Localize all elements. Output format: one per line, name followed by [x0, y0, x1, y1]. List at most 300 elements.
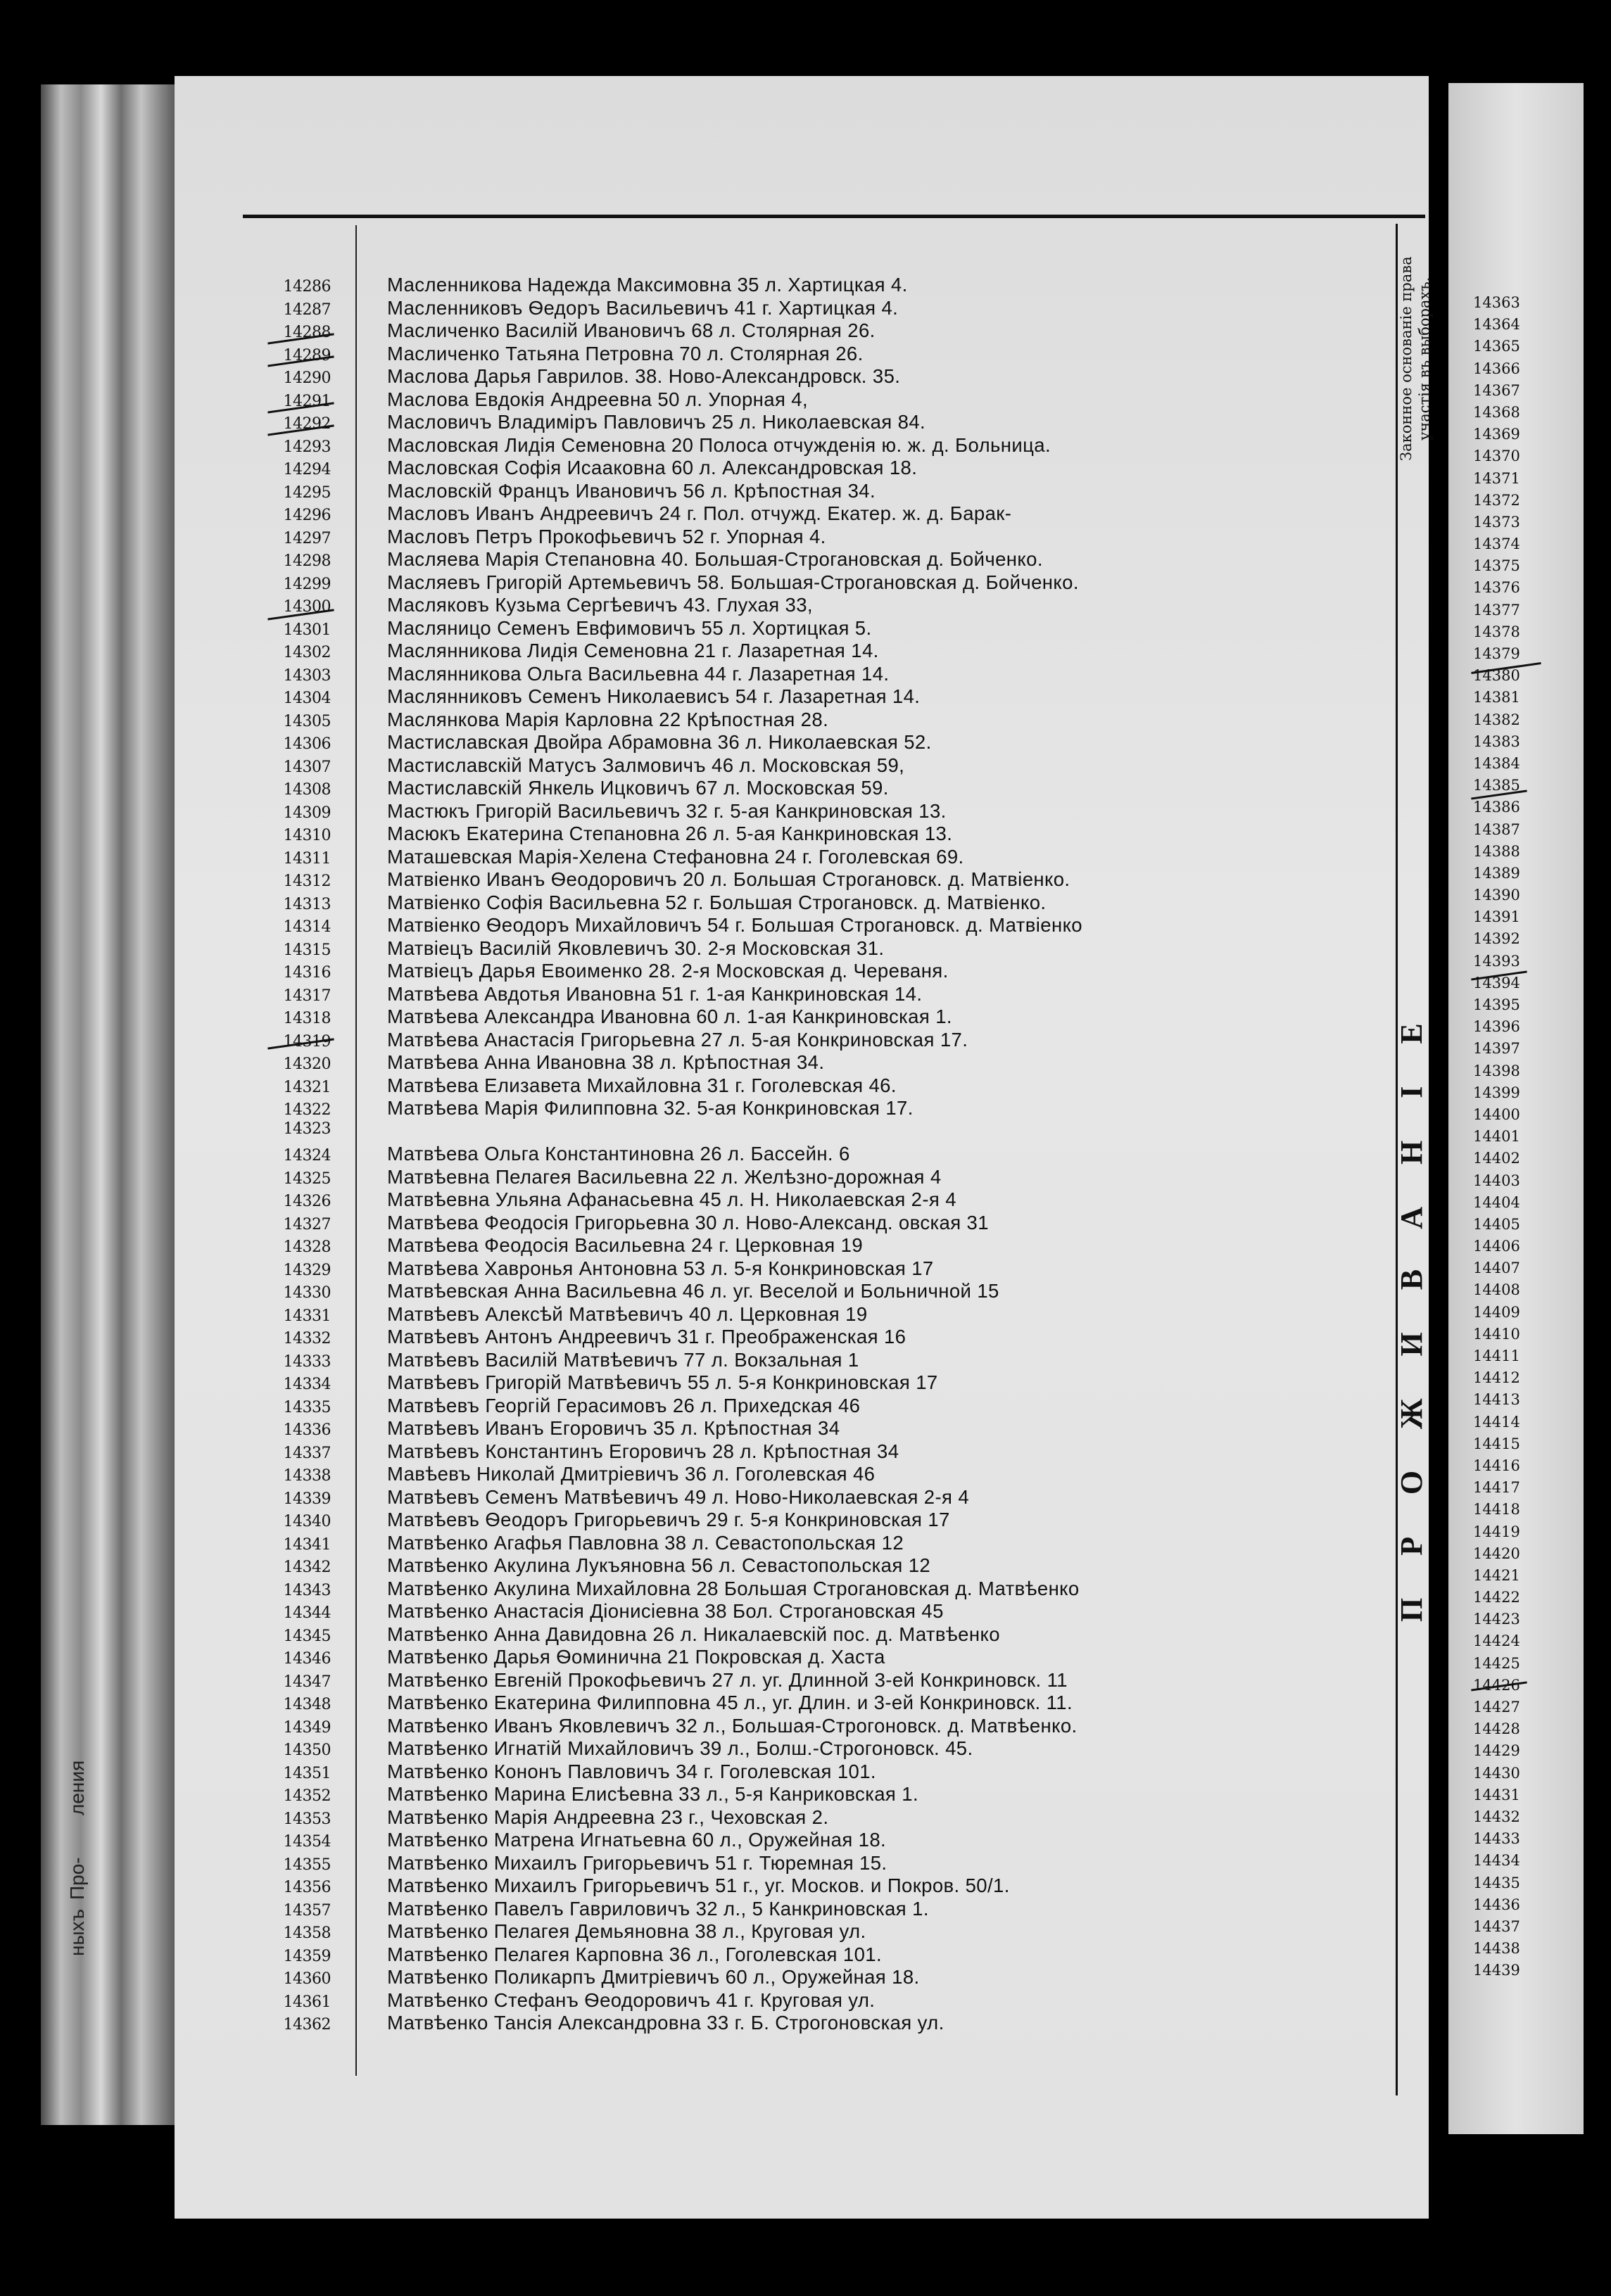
entry-text: Масляева Марія Степановна 40. Большая-Строгановская д. Бойченко. — [387, 548, 1043, 570]
next-page-entry-number: 14420 — [1473, 1545, 1520, 1562]
list-item — [243, 457, 1082, 480]
entry-text: Матвѣенко Иванъ Яковлевичъ 32 л., Большая-Строгоновск. д. Матвѣенко. — [387, 1714, 1078, 1737]
list-item — [243, 1395, 1082, 1418]
left-page-edge — [41, 84, 175, 2125]
list-item — [243, 1920, 1082, 1943]
entry-text: Мастиславскій Янкель Ицковичъ 67 л. Московская 59. — [387, 777, 889, 799]
entry-text: Матвѣева Феодосія Васильевна 24 г. Церковная 19 — [387, 1234, 864, 1256]
list-item — [243, 617, 1082, 640]
entry-number: 14286 — [283, 278, 331, 296]
next-page-entry-number: 14391 — [1473, 908, 1520, 926]
next-page-entry-number: 14373 — [1473, 513, 1520, 531]
header-rule — [243, 215, 1425, 218]
next-page-entry-number: 14363 — [1473, 294, 1520, 311]
next-page-entry-number: 14382 — [1473, 711, 1520, 728]
list-item — [243, 1417, 1082, 1440]
entry-text: Матвѣенко Евгеній Прокофьевичъ 27 л. уг. Длинной 3-ей Конкриновск. 11 — [387, 1668, 1068, 1691]
entry-text: Матвѣевская Анна Васильевна 46 л. уг. Веселой и Больничной 15 — [387, 1280, 999, 1302]
list-item — [243, 709, 1082, 732]
next-page-entry-number: 14430 — [1473, 1764, 1520, 1782]
section-title: ПРОЖИВАНІЕ — [1394, 981, 1429, 1623]
entry-number: 14336 — [283, 1421, 331, 1439]
entry-text: Маслянниковъ Семенъ Николаевисъ 54 г. Лазаретная 14. — [387, 685, 921, 707]
next-page-entry-number: 14406 — [1473, 1238, 1520, 1255]
list-item — [243, 502, 1082, 526]
entry-number: 14344 — [283, 1604, 331, 1622]
list-item — [243, 548, 1082, 571]
list-item — [243, 1051, 1082, 1074]
entry-number: 14305 — [283, 712, 331, 730]
entry-number: 14345 — [283, 1627, 331, 1645]
next-page-entry-number: 14369 — [1473, 426, 1520, 443]
entry-text: Матвѣева Анастасія Григорьевна 27 л. 5-ая Конкриновская 17. — [387, 1028, 968, 1051]
entry-number: 14295 — [283, 483, 331, 502]
list-item — [243, 846, 1082, 869]
entry-number: 14343 — [283, 1581, 331, 1599]
list-item — [243, 1097, 1082, 1120]
entry-text: Матвѣевъ Григорій Матвѣевичъ 55 л. 5-я Конкриновская 17 — [387, 1371, 938, 1393]
entry-text: Матвѣенко Павелъ Гавриловичъ 32 л., 5 Канкриновская 1. — [387, 1897, 929, 1920]
list-item — [243, 1257, 1082, 1281]
gutter-text-b: ления — [66, 1760, 88, 1815]
next-page-entry-number: 14381 — [1473, 689, 1520, 706]
entry-number: 14320 — [283, 1055, 331, 1073]
list-item — [243, 777, 1082, 800]
next-page-entry-number: 14404 — [1473, 1193, 1520, 1211]
next-page-entry-number: 14418 — [1473, 1501, 1520, 1518]
next-page-entry-number: 14374 — [1473, 535, 1520, 553]
entry-number: 14299 — [283, 575, 331, 593]
next-page-entry-number: 14368 — [1473, 403, 1520, 421]
entry-text: Масличенко Татьяна Петровна 70 л. Столярная 26. — [387, 342, 864, 364]
list-item — [243, 526, 1082, 549]
next-page-entry-number: 14408 — [1473, 1281, 1520, 1299]
entry-text: Матвѣевна Ульяна Афанасьевна 45 л. Н. Николаевская 2-я 4 — [387, 1188, 956, 1210]
next-page-entry-number: 14395 — [1473, 996, 1520, 1013]
entry-text: Матвѣенко Акулина Михайловна 28 Большая Строгановская д. Матвѣенко — [387, 1577, 1080, 1599]
list-item — [243, 1829, 1082, 1852]
entry-text: Масловъ Иванъ Андреевичъ 24 г. Пол. отчужд. Екатер. ж. д. Барак- — [387, 502, 1012, 524]
next-page-entry-number: 14415 — [1473, 1435, 1520, 1452]
next-page-entry-number: 14365 — [1473, 338, 1520, 355]
entry-number: 14347 — [283, 1673, 331, 1691]
next-page-entry-number: 14433 — [1473, 1830, 1520, 1848]
next-page-entry-number: 14398 — [1473, 1062, 1520, 1079]
entry-text: Матвѣенко Михаилъ Григорьевичъ 51 г. Тюремная 15. — [387, 1851, 887, 1874]
next-page-entry-number: 14412 — [1473, 1369, 1520, 1387]
entry-text: Матвѣенко Поликарпъ Дмитріевичъ 60 л., Оружейная 18. — [387, 1966, 920, 1988]
next-page-entry-number: 14377 — [1473, 601, 1520, 619]
list-item — [243, 1898, 1082, 1921]
entry-text: Маслова Евдокія Андреевна 50 л. Упорная 4, — [387, 388, 809, 410]
entry-number: 14308 — [283, 781, 331, 799]
list-item — [243, 1852, 1082, 1875]
list-item — [243, 365, 1082, 388]
entry-text: Масленникова Надежда Максимовна 35 л. Хартицкая 4. — [387, 274, 908, 296]
entry-number: 14298 — [283, 552, 331, 570]
list-item — [243, 868, 1082, 892]
entry-text: Масляевъ Григорій Артемьевичъ 58. Большая-Строгановская д. Бойченко. — [387, 571, 1079, 593]
entry-text: Матвѣенко Стефанъ Ѳеодоровичъ 41 г. Круговая ул. — [387, 1989, 876, 2011]
entry-text: Матвіенко Ѳеодоръ Михайловичъ 54 г. Большая Строгановск. д. Матвіенко — [387, 914, 1083, 936]
entry-number: 14362 — [283, 2016, 331, 2034]
next-page-entry-number: 14426 — [1473, 1676, 1520, 1694]
entry-number: 14359 — [283, 1947, 331, 1965]
entry-text: Мастиславская Двойра Абрамовна 36 л. Николаевская 52. — [387, 731, 932, 753]
entry-text: Матвѣенко Марина Елисѣевна 33 л., 5-я Канриковская 1. — [387, 1783, 918, 1805]
next-page-entry-number: 14414 — [1473, 1413, 1520, 1431]
entry-text: Маслянкова Марія Карловна 22 Крѣпостная 28. — [387, 708, 829, 730]
entry-text: Матвѣева Хавронья Антоновна 53 л. 5-я Конкриновская 17 — [387, 1257, 934, 1279]
list-item — [243, 731, 1082, 754]
next-page-entry-number: 14366 — [1473, 360, 1520, 377]
next-page-entry-number: 14405 — [1473, 1215, 1520, 1233]
next-page-entry-number: 14386 — [1473, 799, 1520, 816]
list-item — [243, 1143, 1082, 1166]
entry-number: 14316 — [283, 964, 331, 982]
list-item — [243, 1029, 1082, 1052]
list-item — [243, 823, 1082, 846]
entry-number: 14361 — [283, 1993, 331, 2011]
list-item — [243, 1943, 1082, 1967]
list-item — [243, 937, 1082, 960]
entry-text: Матвѣева Марія Филипповна 32. 5-ая Конкриновская 17. — [387, 1097, 914, 1119]
entry-number: 14328 — [283, 1238, 331, 1256]
list-item — [243, 388, 1082, 412]
list-item — [243, 1692, 1082, 1715]
next-page-entry-number: 14367 — [1473, 381, 1520, 399]
next-page-entry-number: 14371 — [1473, 469, 1520, 487]
list-item — [243, 1212, 1082, 1235]
entry-number: 14342 — [283, 1559, 331, 1576]
entry-number: 14307 — [283, 758, 331, 776]
entry-number: 14290 — [283, 369, 331, 387]
list-item — [243, 297, 1082, 320]
next-page-entry-number: 14403 — [1473, 1172, 1520, 1189]
entry-number: 14289 — [283, 346, 331, 364]
next-page-entry-number: 14435 — [1473, 1874, 1520, 1891]
entry-number: 14338 — [283, 1467, 331, 1485]
entry-number: 14326 — [283, 1193, 331, 1210]
list-item — [243, 2012, 1082, 2035]
entry-text: Матвѣенко Игнатій Михайловичъ 39 л., Болш.-Строгоновск. 45. — [387, 1737, 973, 1759]
list-item — [243, 754, 1082, 778]
next-page-entry-number: 14421 — [1473, 1566, 1520, 1584]
next-page-entry-number: 14375 — [1473, 557, 1520, 575]
next-page-entry-number: 14436 — [1473, 1896, 1520, 1913]
next-page-entry-number: 14438 — [1473, 1940, 1520, 1958]
list-item — [243, 1349, 1082, 1372]
entry-number: 14350 — [283, 1742, 331, 1759]
entry-text: Масловичъ Владиміръ Павловичъ 25 л. Николаевская 84. — [387, 411, 926, 433]
entry-text: Масленниковъ Ѳедоръ Васильевичъ 41 г. Хартицкая 4. — [387, 296, 899, 319]
next-page-entry-number: 14385 — [1473, 777, 1520, 794]
entry-number: 14352 — [283, 1787, 331, 1805]
list-item — [243, 1875, 1082, 1898]
entry-text: Матвѣенко Пелагея Демьяновна 38 л., Круговая ул. — [387, 1920, 866, 1942]
gutter-text-a: Про- — [66, 1857, 88, 1900]
entry-number: 14354 — [283, 1833, 331, 1851]
next-page-entry-number: 14370 — [1473, 448, 1520, 465]
entry-text: Мавѣевъ Николай Дмитріевичъ 36 л. Гоголевская 46 — [387, 1463, 876, 1485]
list-item — [243, 1234, 1082, 1257]
next-page-entry-number: 14390 — [1473, 887, 1520, 904]
entry-text: Матвѣева Александра Ивановна 60 л. 1-ая Канкриновская 1. — [387, 1006, 952, 1027]
entry-number: 14337 — [283, 1444, 331, 1462]
entry-text: Маташевская Марія-Хелена Стефановна 24 г. Гоголевская 69. — [387, 845, 964, 868]
entry-number: 14349 — [283, 1718, 331, 1737]
entry-text: Матвіецъ Дарья Евоименко 28. 2-я Московская д. Череваня. — [387, 960, 949, 982]
entry-number: 14351 — [283, 1764, 331, 1782]
next-page-entry-number: 14425 — [1473, 1654, 1520, 1672]
list-item — [243, 434, 1082, 457]
entry-number: 14304 — [283, 690, 331, 707]
entry-number: 14312 — [283, 873, 331, 890]
next-page-entry-number: 14380 — [1473, 667, 1520, 685]
entry-number: 14301 — [283, 621, 331, 639]
next-page-entry-number: 14437 — [1473, 1917, 1520, 1935]
entry-number: 14357 — [283, 1901, 331, 1920]
entry-number: 14321 — [283, 1078, 331, 1096]
next-page-entry-number: 14388 — [1473, 842, 1520, 860]
next-page-number-column — [1473, 294, 1520, 1984]
entry-text: Матвіецъ Василій Яковлевичъ 30. 2-я Московская 31. — [387, 937, 885, 959]
next-page-entry-number: 14428 — [1473, 1720, 1520, 1738]
column-header: Законное основаніе права участія въ выборахъ. — [1398, 256, 1433, 462]
entry-number: 14291 — [283, 392, 331, 410]
list-item — [243, 1578, 1082, 1601]
entry-number: 14310 — [283, 827, 331, 844]
next-page-entry-number: 14424 — [1473, 1632, 1520, 1650]
list-item — [243, 1440, 1082, 1464]
entry-text: Матвѣенко Екатерина Филипповна 45 л., уг. Длин. и 3-ей Конкриновск. 11. — [387, 1692, 1073, 1713]
list-item — [243, 685, 1082, 709]
list-item — [243, 411, 1082, 434]
entry-number: 14315 — [283, 941, 331, 959]
next-page-entry-number: 14399 — [1473, 1084, 1520, 1101]
next-page-entry-number: 14372 — [1473, 491, 1520, 509]
entry-text: Мастиславскій Матусъ Залмовичъ 46 л. Московская 59, — [387, 754, 905, 776]
list-item — [243, 1006, 1082, 1029]
entry-text: Масляковъ Кузьма Сергѣевичъ 43. Глухая 33, — [387, 594, 813, 616]
list-item — [243, 1486, 1082, 1509]
entry-number: 14314 — [283, 918, 331, 936]
entry-number: 14358 — [283, 1924, 331, 1942]
list-item — [243, 274, 1082, 297]
entry-text: Матвѣевъ Алексѣй Матвѣевичъ 40 л. Церковная 19 — [387, 1302, 868, 1325]
entry-number: 14294 — [283, 461, 331, 478]
next-page-entry-number: 14432 — [1473, 1808, 1520, 1825]
entry-number: 14348 — [283, 1696, 331, 1713]
entry-text: Матвѣенко Анастасія Діонисіевна 38 Бол. Строгановская 45 — [387, 1600, 944, 1622]
entry-number: 14297 — [283, 529, 331, 547]
entry-text: Матвѣевъ Иванъ Егоровичъ 35 л. Крѣпостная 34 — [387, 1417, 840, 1439]
entry-number: 14319 — [283, 1032, 331, 1051]
entry-number: 14327 — [283, 1215, 331, 1233]
entry-number: 14353 — [283, 1810, 331, 1828]
entry-text: Масляницо Семенъ Евфимовичъ 55 л. Хортицкая 5. — [387, 616, 872, 639]
list-item — [243, 594, 1082, 617]
next-page-entry-number: 14389 — [1473, 864, 1520, 882]
entry-number: 14339 — [283, 1490, 331, 1508]
entry-text: Матвіенко Софія Васильевна 52 г. Большая Строгановск. д. Матвіенко. — [387, 891, 1047, 913]
entry-number: 14332 — [283, 1330, 331, 1347]
entry-number: 14322 — [283, 1101, 331, 1119]
entry-number: 14317 — [283, 987, 331, 1005]
entry-number: 14309 — [283, 804, 331, 822]
next-page-entry-number: 14396 — [1473, 1018, 1520, 1036]
entry-text: Масличенко Василій Ивановичъ 68 л. Столярная 26. — [387, 319, 876, 341]
entry-text: Матвѣева Феодосія Григорьевна 30 л. Ново-Александ. овская 31 — [387, 1211, 989, 1233]
next-page-entry-number: 14393 — [1473, 952, 1520, 970]
next-page-entry-number: 14427 — [1473, 1699, 1520, 1715]
next-page-entry-number: 14409 — [1473, 1303, 1520, 1321]
next-page-entry-number: 14431 — [1473, 1786, 1520, 1803]
list-item — [243, 1463, 1082, 1486]
entry-number: 14341 — [283, 1535, 331, 1554]
list-item — [243, 1554, 1082, 1578]
entry-number: 14360 — [283, 1970, 331, 1988]
entry-text: Матвѣенко Акулина Лукъяновна 56 л. Севастопольская 12 — [387, 1554, 931, 1576]
entry-number: 14302 — [283, 644, 331, 661]
list-item — [243, 1074, 1082, 1098]
list-item — [243, 1600, 1082, 1623]
entry-text: Матвѣенко Марія Андреевна 23 г., Чеховская 2. — [387, 1806, 829, 1828]
next-page-entry-number: 14384 — [1473, 754, 1520, 772]
list-item — [243, 343, 1082, 366]
list-item — [243, 480, 1082, 503]
list-item — [243, 1966, 1082, 1989]
list-item — [243, 1783, 1082, 1806]
entry-number: 14288 — [283, 324, 331, 341]
next-page-entry-number: 14394 — [1473, 974, 1520, 991]
list-item — [243, 1280, 1082, 1303]
entry-number: 14296 — [283, 507, 331, 524]
next-page-entry-number: 14379 — [1473, 645, 1520, 662]
entry-number: 14331 — [283, 1307, 331, 1325]
entry-text: Матвѣенко Дарья Ѳоминична 21 Покровская д. Хаста — [387, 1646, 885, 1668]
list-item — [243, 1761, 1082, 1784]
list-item — [243, 663, 1082, 686]
list-item — [243, 1509, 1082, 1532]
next-page-entry-number: 14383 — [1473, 732, 1520, 750]
entry-text: Матвѣевъ Константинъ Егоровичъ 28 л. Крѣпостная 34 — [387, 1440, 899, 1462]
next-page-entry-number: 14378 — [1473, 623, 1520, 640]
list-item — [243, 1371, 1082, 1395]
list-item — [243, 1715, 1082, 1738]
next-page-entry-number: 14410 — [1473, 1325, 1520, 1343]
next-page-entry-number: 14429 — [1473, 1742, 1520, 1760]
next-page-entry-number: 14402 — [1473, 1150, 1520, 1167]
entry-text: Масловскій Францъ Ивановичъ 56 л. Крѣпостная 34. — [387, 479, 876, 502]
entry-text: Масловъ Петръ Прокофьевичъ 52 г. Упорная 4. — [387, 525, 826, 547]
entry-text: Матвѣевъ Антонъ Андреевичъ 31 г. Преображенская 16 — [387, 1326, 906, 1347]
entry-number: 14303 — [283, 666, 331, 685]
entry-text: Матвѣенко Агафья Павловна 38 л. Севастопольская 12 — [387, 1531, 904, 1554]
next-page-entry-number: 14376 — [1473, 579, 1520, 597]
entry-number: 14330 — [283, 1284, 331, 1302]
next-page-entry-number: 14423 — [1473, 1611, 1520, 1628]
entry-text: Маслянникова Лидія Семеновна 21 г. Лазаретная 14. — [387, 640, 879, 661]
entry-text: Масюкъ Екатерина Степановна 26 л. 5-ая Канкриновская 13. — [387, 823, 953, 844]
entry-text: Матвѣева Авдотья Ивановна 51 г. 1-ая Канкриновская 14. — [387, 982, 923, 1005]
entry-text: Масловская Софія Исааковна 60 л. Александровская 18. — [387, 457, 918, 478]
next-page-entry-number: 14392 — [1473, 930, 1520, 948]
next-page-entry-number: 14416 — [1473, 1457, 1520, 1474]
entry-text: Матвѣенко Анна Давидовна 26 л. Никалаевскій пос. д. Матвѣенко — [387, 1623, 1000, 1645]
entry-text: Матвѣенко Тансія Александровна 33 г. Б. Строгоновская ул. — [387, 2012, 945, 2034]
entry-text: Масловская Лидія Семеновна 20 Полоса отчужденія ю. ж. д. Больница. — [387, 433, 1051, 456]
entry-number: 14334 — [283, 1376, 331, 1393]
entry-number: 14333 — [283, 1352, 331, 1371]
entry-number: 14325 — [283, 1169, 331, 1188]
entry-text: Мастюкъ Григорій Васильевичъ 32 г. 5-ая Канкриновская 13. — [387, 799, 947, 822]
next-page-entry-number: 14400 — [1473, 1105, 1520, 1123]
list-item — [243, 640, 1082, 663]
entry-text: Матвіенко Иванъ Ѳеодоровичъ 20 л. Большая Строгановск. д. Матвіенко. — [387, 868, 1070, 890]
voter-list — [243, 274, 1082, 2035]
entry-text: Матвѣенко Кононъ Павловичъ 34 г. Гоголевская 101. — [387, 1760, 876, 1782]
next-page-entry-number: 14417 — [1473, 1479, 1520, 1497]
list-item — [243, 1166, 1082, 1189]
entry-text: Матвѣева Ольга Константиновна 26 л. Бассейн. 6 — [387, 1143, 850, 1165]
next-page-entry-number: 14407 — [1473, 1260, 1520, 1277]
next-page-entry-number: 14411 — [1473, 1347, 1520, 1364]
list-item — [243, 892, 1082, 915]
list-item — [243, 1120, 1082, 1143]
list-item — [243, 1326, 1082, 1349]
list-item — [243, 1669, 1082, 1692]
list-item — [243, 983, 1082, 1006]
entry-number: 14313 — [283, 895, 331, 913]
list-item — [243, 319, 1082, 343]
list-item — [243, 1989, 1082, 2012]
entry-number: 14355 — [283, 1856, 331, 1874]
entry-number: 14287 — [283, 300, 331, 319]
entry-text: Матвѣева Елизавета Михайловна 31 г. Гоголевская 46. — [387, 1074, 897, 1096]
list-item — [243, 800, 1082, 823]
entry-text: Матвѣева Анна Ивановна 38 л. Крѣпостная 34. — [387, 1051, 825, 1073]
entry-number: 14306 — [283, 735, 331, 753]
list-item — [243, 1188, 1082, 1212]
entry-number: 14311 — [283, 849, 331, 868]
entry-number: 14300 — [283, 598, 331, 616]
next-page-entry-number: 14401 — [1473, 1128, 1520, 1146]
entry-text: Матвѣенко Михаилъ Григорьевичъ 51 г., уг. Москов. и Покров. 50/1. — [387, 1875, 1010, 1896]
next-page-entry-number: 14434 — [1473, 1852, 1520, 1870]
list-item — [243, 1646, 1082, 1669]
entry-number: 14340 — [283, 1513, 331, 1530]
list-item — [243, 1623, 1082, 1647]
list-item — [243, 1737, 1082, 1761]
entry-number: 14329 — [283, 1261, 331, 1279]
next-page-entry-number: 14364 — [1473, 316, 1520, 334]
entry-number: 14324 — [283, 1147, 331, 1165]
entry-text: Матвѣевъ Георгій Герасимовъ 26 л. Прихедская 46 — [387, 1394, 861, 1416]
entry-number: 14323 — [283, 1120, 331, 1138]
next-page-entry-number: 14422 — [1473, 1589, 1520, 1606]
list-item — [243, 1532, 1082, 1555]
list-item — [243, 960, 1082, 983]
entry-text: Матвѣевъ Ѳеодоръ Григорьевичъ 29 г. 5-я Конкриновская 17 — [387, 1509, 950, 1530]
list-item — [243, 571, 1082, 595]
list-item — [243, 914, 1082, 937]
entry-number: 14292 — [283, 415, 331, 433]
entry-text: Матвѣенко Матрена Игнатьевна 60 л., Оружейная 18. — [387, 1829, 887, 1851]
entry-text: Маслова Дарья Гаврилов. 38. Ново-Александровск. 35. — [387, 365, 901, 387]
entry-number: 14335 — [283, 1398, 331, 1416]
entry-text: Матвѣенко Пелагея Карповна 36 л., Гоголевская 101. — [387, 1943, 883, 1965]
